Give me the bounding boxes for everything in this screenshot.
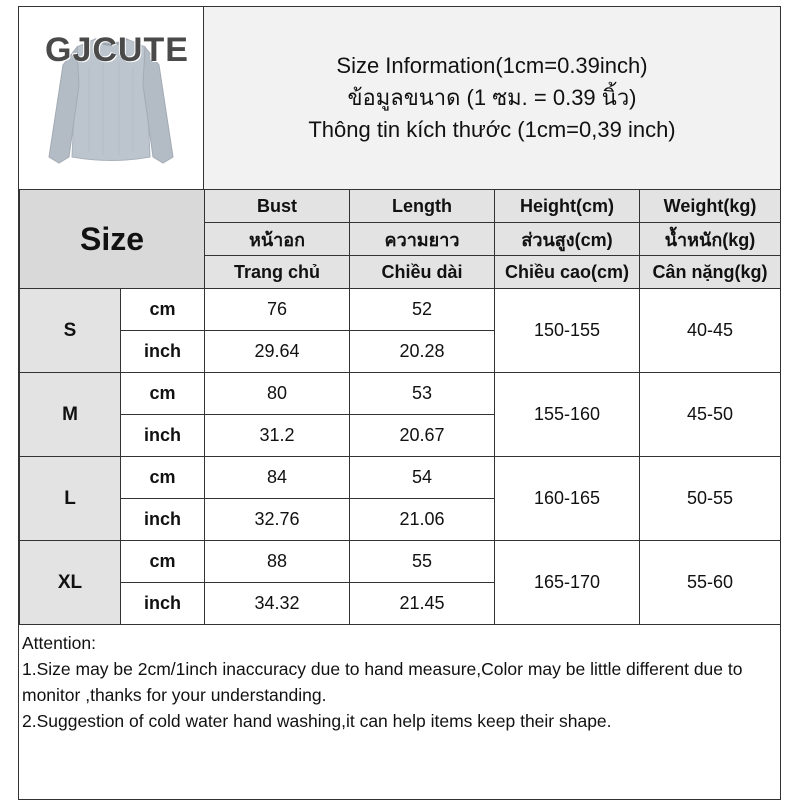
brand-logo: GJCUTE: [45, 31, 189, 69]
size-label: XL: [20, 541, 121, 625]
size-label: L: [20, 457, 121, 541]
unit-label: inch: [121, 583, 205, 625]
size-column-title: Size: [20, 190, 205, 289]
bust-value: 88: [205, 541, 350, 583]
bust-value: 34.32: [205, 583, 350, 625]
length-value: 20.28: [350, 331, 495, 373]
size-chart: [18, 6, 781, 800]
column-header: น้ำหนัก(kg): [640, 223, 781, 256]
length-value: 52: [350, 289, 495, 331]
length-value: 55: [350, 541, 495, 583]
size-information: [204, 7, 780, 189]
bust-value: 32.76: [205, 499, 350, 541]
unit-label: cm: [121, 457, 205, 499]
column-header: ส่วนสูง(cm): [495, 223, 640, 256]
column-header: Cân nặng(kg): [640, 256, 781, 289]
length-value: 21.06: [350, 499, 495, 541]
column-header: Trang chủ: [205, 256, 350, 289]
info-line-th: ข้อมูลขนาด (1 ซม. = 0.39 นิ้ว): [347, 85, 637, 110]
column-header: Weight(kg): [640, 190, 781, 223]
product-thumbnail: [19, 7, 204, 189]
notes-heading: Attention:: [22, 633, 96, 653]
height-value: 165-170: [495, 541, 640, 625]
unit-label: inch: [121, 499, 205, 541]
column-header: Chiều dài: [350, 256, 495, 289]
weight-value: 40-45: [640, 289, 781, 373]
table-row: [20, 541, 781, 583]
height-value: 150-155: [495, 289, 640, 373]
size-label: M: [20, 373, 121, 457]
length-value: 21.45: [350, 583, 495, 625]
bust-value: 80: [205, 373, 350, 415]
chart-header: [19, 7, 780, 190]
size-label: S: [20, 289, 121, 373]
column-header: Bust: [205, 190, 350, 223]
note-item: 2.Suggestion of cold water hand washing,it can help items keep their shape.: [22, 711, 612, 731]
column-header: Chiều cao(cm): [495, 256, 640, 289]
unit-label: cm: [121, 289, 205, 331]
unit-label: cm: [121, 541, 205, 583]
note-item: 1.Size may be 2cm/1inch inaccuracy due to hand measure,Color may be little different due to monitor ,thanks for your understanding.: [22, 659, 743, 705]
info-line-vi: Thông tin kích thước (1cm=0,39 inch): [308, 117, 676, 142]
weight-value: 45-50: [640, 373, 781, 457]
header-row-en: [20, 190, 781, 223]
length-value: 54: [350, 457, 495, 499]
bust-value: 31.2: [205, 415, 350, 457]
size-table: [19, 189, 781, 625]
unit-label: inch: [121, 331, 205, 373]
table-row: [20, 289, 781, 331]
table-row: [20, 373, 781, 415]
table-row: [20, 457, 781, 499]
bust-value: 29.64: [205, 331, 350, 373]
height-value: 155-160: [495, 373, 640, 457]
bust-value: 84: [205, 457, 350, 499]
column-header: Length: [350, 190, 495, 223]
weight-value: 55-60: [640, 541, 781, 625]
weight-value: 50-55: [640, 457, 781, 541]
attention-notes: [19, 628, 780, 736]
column-header: หน้าอก: [205, 223, 350, 256]
unit-label: inch: [121, 415, 205, 457]
column-header: ความยาว: [350, 223, 495, 256]
column-header: Height(cm): [495, 190, 640, 223]
height-value: 160-165: [495, 457, 640, 541]
length-value: 20.67: [350, 415, 495, 457]
info-line-en: Size Information(1cm=0.39inch): [336, 53, 648, 78]
unit-label: cm: [121, 373, 205, 415]
bust-value: 76: [205, 289, 350, 331]
length-value: 53: [350, 373, 495, 415]
